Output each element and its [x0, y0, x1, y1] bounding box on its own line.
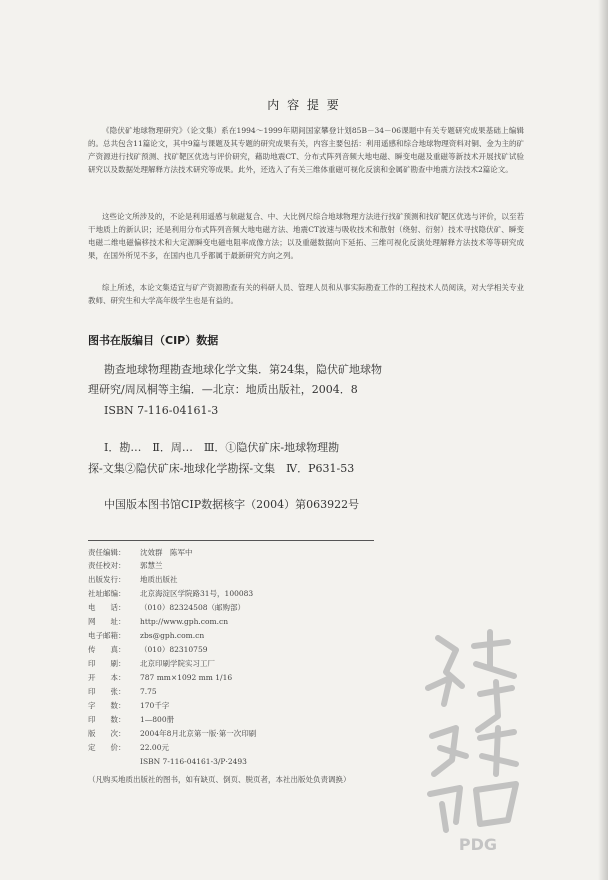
- colophon-label: 字 数：: [88, 701, 126, 710]
- colophon-label: 印 张：: [88, 687, 126, 696]
- colophon-value: 1—800册: [140, 715, 175, 724]
- colophon-row-sheets: [88, 687, 157, 697]
- colophon-row-publisher: [88, 575, 178, 585]
- colophon-row-fax: [88, 645, 208, 655]
- colophon-row-printer: [88, 659, 215, 669]
- colophon-value: 郭慧兰: [140, 561, 163, 570]
- colophon-label: 出版发行：: [88, 575, 126, 584]
- colophon-label: 开 本：: [88, 673, 126, 682]
- colophon-label: 传 真：: [88, 645, 126, 654]
- colophon-value: 2004年8月北京第一版·第一次印刷: [140, 729, 257, 738]
- colophon-label: 电子邮箱：: [88, 631, 126, 640]
- colophon-row-editor: [88, 548, 193, 558]
- colophon-value: 22.00元: [140, 743, 169, 752]
- colophon-row-format: [88, 673, 232, 683]
- cip-heading: 图书在版编目（CIP）数据: [88, 334, 219, 347]
- colophon-value: 170千字: [140, 701, 170, 710]
- cip-line-classification-2: 探-文集②隐伏矿床-地球化学勘探-文集 Ⅳ．P631-53: [88, 462, 355, 475]
- colophon-row-email: [88, 631, 204, 641]
- colophon-label: 责任编辑：: [88, 548, 126, 557]
- colophon-label: 版 次：: [88, 729, 126, 738]
- colophon-row-print-run: [88, 715, 174, 725]
- colophon-row-isbn: [88, 757, 247, 767]
- colophon-value: zbs@gph.com.cn: [140, 631, 205, 640]
- colophon-row-website: [88, 617, 228, 627]
- abstract-title: 内 容 提 要: [267, 98, 341, 112]
- colophon-label: 网 址：: [88, 617, 126, 626]
- divider-line: [88, 540, 374, 541]
- cip-line-editor: 理研究/周凤桐等主编．—北京：地质出版社，2004．8: [88, 383, 358, 396]
- abstract-paragraph-1: 《隐伏矿地球物理研究》（论文集）系在1994～1999年期间国家攀登计划85B－34－06课题中有关专题研究成果基础上编辑的。总共包含11篇论文，其中9篇与课题及其专题的研究成果有关，内容主要包括：利用遥感和综合地球物理资料对铜、金为主的矿产资源进行找矿预测、找矿靶区优选与评价研究，藉助地震CT、分布式阵列音频大地电磁、瞬变电磁及重磁等新技术开展找矿试验研究以及数据处理解释方法技术研究等成果。此外，还选入了有关三维体重磁可视化反演和金属矿勘查中地震方法技术2篇论文。: [88, 126, 524, 174]
- colophon-value: （010）82324508（邮购部）: [140, 603, 245, 612]
- watermark-seal-icon: [416, 624, 538, 856]
- colophon-value: ISBN 7-116-04161-3/P·2493: [140, 757, 247, 766]
- cip-line-record-number: 中国版本图书馆CIP数据核字（2004）第063922号: [104, 498, 360, 511]
- colophon-label: 社址邮编：: [88, 589, 126, 598]
- colophon-row-price: [88, 743, 169, 753]
- colophon-value: 7.75: [140, 687, 157, 696]
- colophon-value: （010）82310759: [140, 645, 208, 654]
- colophon-value: 地质出版社: [140, 575, 178, 584]
- abstract-paragraph-3: 综上所述，本论文集适宜与矿产资源勘查有关的科研人员、管理人员和从事实际勘查工作的工程技术人员阅读，对大学相关专业教师、研究生和大学高年级学生也是有益的。: [88, 283, 524, 305]
- replacement-notice: （凡购买地质出版社的图书，如有缺页、倒页、脱页者，本社出版处负责调换）: [88, 775, 351, 784]
- colophon-row-proofreader: [88, 561, 163, 571]
- cip-line-classification-1: Ⅰ．勘… Ⅱ．周… Ⅲ．①隐伏矿床-地球物理勘: [104, 441, 340, 454]
- abstract-paragraph-2: 这些论文所涉及的，不论是利用遥感与航磁复合、中、大比例尺综合地球物理方法进行找矿预测和找矿靶区优选与评价，以至若干地质上的新认识；还是利用分布式阵列音频大地电磁方法、地震CT波速与吸收技术和散射（绕射、衍射）技术寻找隐伏矿、瞬变电磁二维电磁偏移技术和大定源瞬变电磁电阻率成像方法；以及重磁数据向下延拓、三维可视化反演处理解释方法技术等等研究成果，在国外所见不多，在国内也几乎都属于最新研究方向之列。: [88, 212, 524, 260]
- cip-line-title: 勘查地球物理勘查地球化学文集．第24集，隐伏矿地球物: [104, 363, 382, 376]
- colophon-label: 电 话：: [88, 603, 126, 612]
- colophon-value: 北京海淀区学院路31号，100083: [140, 589, 254, 598]
- colophon-value: 沈效群 陈军中: [140, 548, 193, 557]
- colophon-value: 787 mm×1092 mm 1/16: [140, 673, 233, 682]
- colophon-row-edition: [88, 729, 256, 739]
- cip-line-isbn: ISBN 7-116-04161-3: [104, 404, 219, 417]
- colophon-row-phone: [88, 603, 245, 613]
- watermark-pdg-text: PDG: [458, 835, 498, 854]
- colophon-label: 印 数：: [88, 715, 126, 724]
- page-edge-shadow: [598, 0, 608, 880]
- colophon-row-address: [88, 589, 253, 599]
- colophon-label: 印 刷：: [88, 659, 126, 668]
- colophon-row-wordcount: [88, 701, 169, 711]
- colophon-value: http://www.gph.com.cn: [140, 617, 229, 626]
- colophon-value: 北京印刷学院实习工厂: [140, 659, 215, 668]
- colophon-label: 定 价：: [88, 743, 126, 752]
- colophon-label: 责任校对：: [88, 561, 126, 570]
